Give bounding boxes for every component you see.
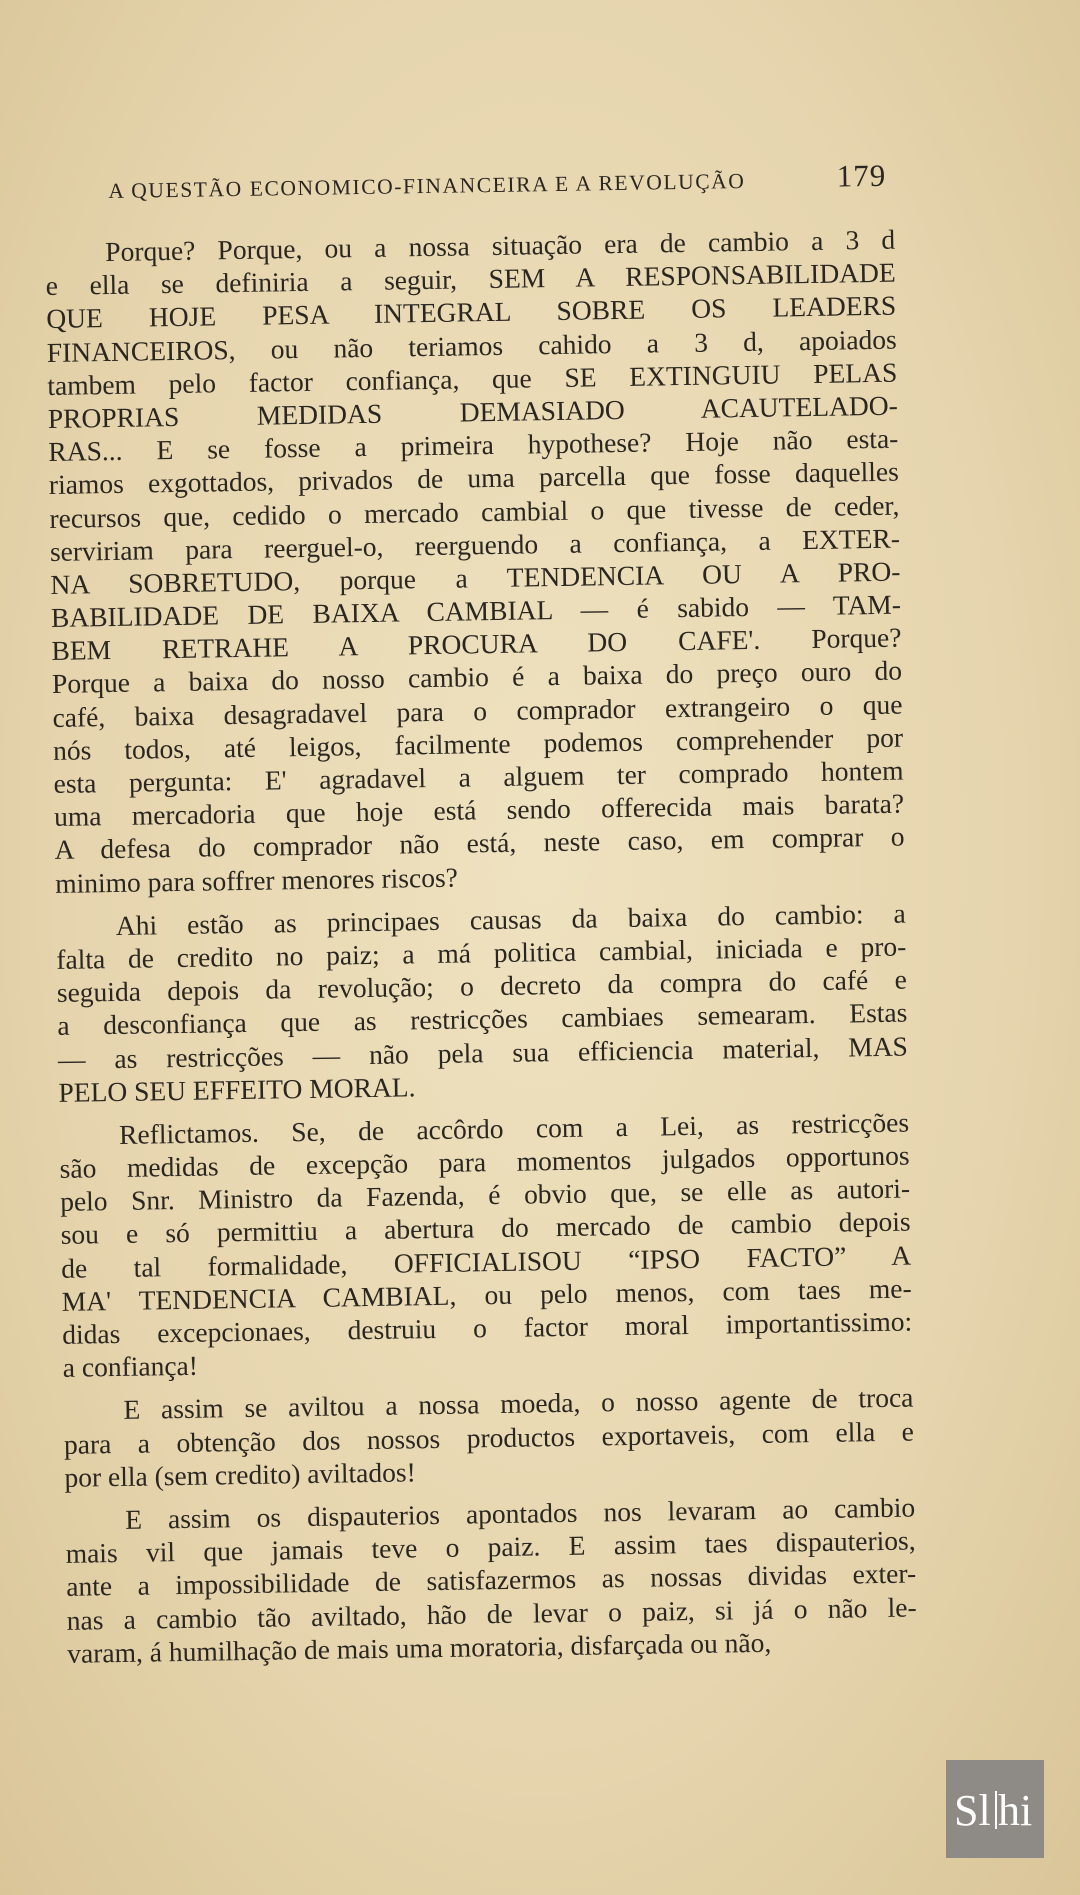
text-line: mais vil que jamais teve o paiz. E assim taes dispauterios, xyxy=(65,1524,916,1569)
text-line: QUE HOJE PESA INTEGRAL SOBRE OS LEADERS xyxy=(46,290,897,335)
text-line: Ahi estão as principaes causas da baixa do cambio: a xyxy=(115,897,906,941)
text-line: E assim se aviltou a nossa moeda, o nosso agente de troca xyxy=(123,1381,914,1426)
text-line: a confiança! xyxy=(62,1349,199,1384)
text-line: Porque a baixa do nosso cambio é a baixa do preço ouro do xyxy=(51,655,903,700)
text-line: Reflictamos. Se, de accôrdo com a Lei, as restricções xyxy=(118,1106,910,1150)
text-line: BABILIDADE DE BAIXA CAMBIAL — é sabido — TAM- xyxy=(50,588,902,634)
text-line: minimo para soffrer menores riscos? xyxy=(54,861,459,899)
text-line: pelo Snr. Ministro da Fazenda, é obvio que, se elle as autori- xyxy=(59,1172,911,1218)
text-line: por ella (sem credito) aviltados! xyxy=(64,1456,416,1493)
paragraph xyxy=(63,1381,914,1494)
text-line: nas a cambio tão aviltado, hão de levar o paiz, si já o não le- xyxy=(66,1590,917,1636)
page-number: 179 xyxy=(836,157,887,194)
running-head xyxy=(108,158,886,206)
text-line: NA SOBRETUDO, porque a TENDENCIA OU A PRO- xyxy=(50,555,901,600)
svg-text:hi: hi xyxy=(998,1786,1033,1835)
body-text xyxy=(45,223,917,1670)
text-line: — as restricções — não pela sua efficiencia material, MAS xyxy=(57,1030,909,1075)
svg-text:Sl: Sl xyxy=(954,1786,991,1835)
text-line: nós todos, até leigos, facilmente podemos comprehender por xyxy=(52,721,904,766)
text-line: são medidas de excepção para momentos julgados opportunos xyxy=(59,1139,910,1184)
paragraph xyxy=(56,896,909,1108)
text-line: e ella se definiria a seguir, SEM A RESPONSABILIDADE xyxy=(45,256,896,302)
text-line: seguida depois da revolução; o decreto da compra do café e xyxy=(56,963,908,1009)
text-line: A defesa do comprador não está, neste caso, em comprar o xyxy=(54,820,905,866)
text-line: PELO SEU EFFEITO MORAL. xyxy=(58,1070,416,1108)
text-line: didas excepcionaes, destruiu o factor moral importantissimo: xyxy=(62,1305,913,1350)
text-line: BEM RETRAHE A PROCURA DO CAFE'. Porque? xyxy=(51,621,902,667)
text-line: falta de credito no paiz; a má politica cambial, iniciada e pro- xyxy=(56,930,907,975)
text-line: sou e só permittiu a abertura do mercado de cambio depois xyxy=(60,1205,911,1251)
text-line: Porque? Porque, ou a nossa situação era de cambio a 3 d xyxy=(105,223,896,268)
text-line: tambem pelo factor confiança, que SE EXTINGUIU PELAS xyxy=(47,356,898,401)
text-line: café, baixa desagradavel para o comprador extrangeiro o que xyxy=(52,688,903,733)
text-line: esta pergunta: E' agradavel a alguem ter comprado hontem xyxy=(53,754,904,799)
paragraph xyxy=(59,1105,913,1384)
paragraph xyxy=(65,1490,918,1669)
text-line: FINANCEIROS, ou não teriamos cahido a 3 d, apoiados xyxy=(46,323,897,368)
text-line: para a obtenção dos nossos productos exportaveis, com ella e xyxy=(63,1415,915,1460)
text-line: MA' TENDENCIA CAMBIAL, ou pelo menos, com taes me- xyxy=(61,1272,912,1317)
paragraph xyxy=(45,223,905,900)
running-title: A QUESTÃO ECONOMICO-FINANCEIRA E A REVOLUÇÃO xyxy=(108,168,746,203)
text-line: E assim os dispauterios apontados nos levaram ao cambio xyxy=(124,1491,916,1535)
text-line: uma mercadoria que hoje está sendo offerecida mais barata? xyxy=(53,787,905,833)
text-line: a desconfiança que as restricções cambiaes semearam. Estas xyxy=(57,996,908,1042)
library-stamp-logo xyxy=(946,1760,1044,1858)
text-line: de tal formalidade, OFFICIALISOU “IPSO FACTO” A xyxy=(60,1239,912,1284)
text-line: riamos exgottados, privados de uma parcella que fosse daquelles xyxy=(48,455,900,501)
text-line: ante a impossibilidade de satisfazermos as nossas dividas exter- xyxy=(65,1557,917,1603)
text-line: varam, á humilhação de mais uma moratoria, disfarçada ou não, xyxy=(67,1626,772,1669)
text-line: RAS... E se fosse a primeira hypothese? Hoje não esta- xyxy=(48,422,899,468)
text-line: serviriam para reerguel-o, reerguendo a confiança, a EXTER- xyxy=(49,522,901,567)
stamp-logo-icon xyxy=(950,1779,1040,1839)
text-line: PROPRIAS MEDIDAS DEMASIADO ACAUTELADO- xyxy=(47,389,899,434)
text-line: recursos que, cedido o mercado cambial o que tivesse de ceder, xyxy=(49,489,900,534)
